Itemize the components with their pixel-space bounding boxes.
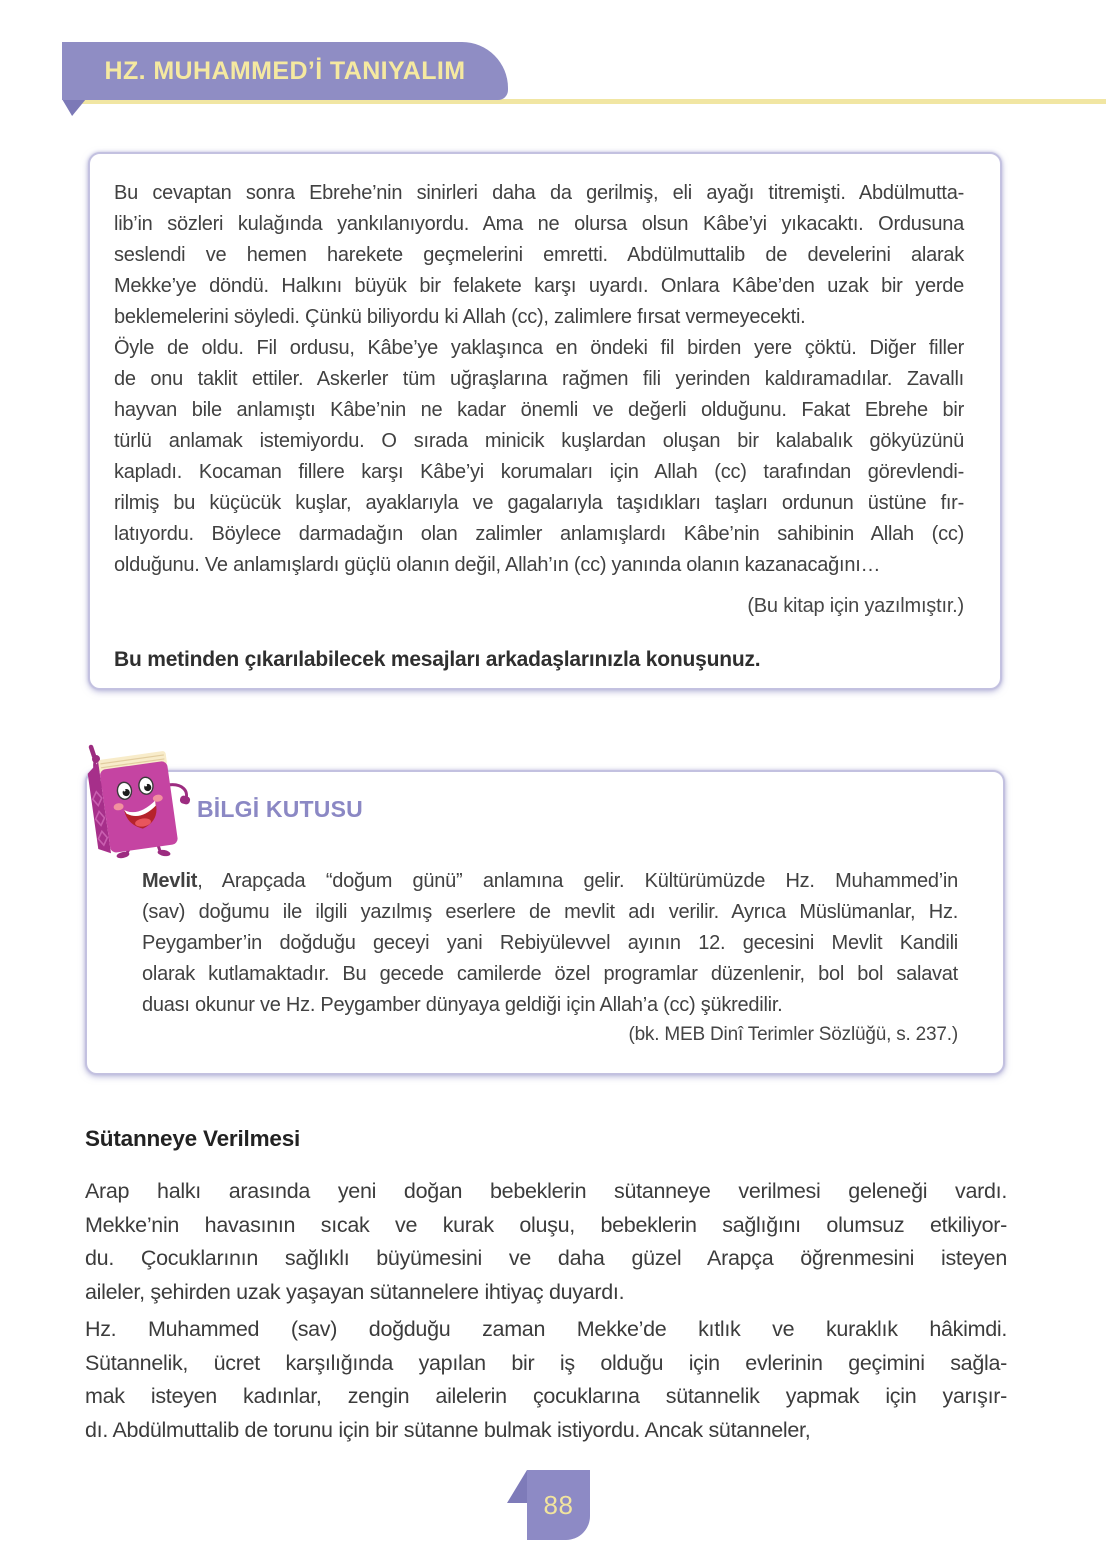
text-line: Peygamber’in doğduğu geceyi yani Rebiyülevvel ayının 12. gecesini Mevlit Kandili [142,932,958,954]
story-instruction: Bu metinden çıkarılabilecek mesajları arkadaşlarınızla konuşunuz. [114,648,761,671]
page-number: 88 [543,1489,574,1520]
story-paragraph-2 [114,333,964,581]
section-heading: Sütanneye Verilmesi [85,1126,301,1151]
text-line: Arap halkı arasında yeni doğan bebeklerin sütanneye verilmesi geleneği vardı. [85,1179,1007,1203]
text-line: du. Çocuklarının sağlıklı büyümesini ve daha güzel Arapça öğrenmesini isteyen [85,1246,1007,1270]
text-line: de onu taklit ettiler. Askerler tüm uğraşlarına rağmen fili yerinden kaldıramadılar. Zavallı [114,368,964,390]
info-source-reference: (bk. MEB Dinî Terimler Sözlüğü, s. 237.) [628,1024,958,1045]
text-line: dı. Abdülmuttalib de torunu için bir sütanne bulmak istiyordu. Ancak sütanneler, [85,1417,811,1442]
chapter-title: HZ. MUHAMMED’İ TANIYALIM [104,56,466,85]
story-paragraph-1 [114,178,964,333]
text-line: rilmiş bu küçücük kuşlar, ayaklarıyla ve gagalarıyla taşıdıkları taşları ordunun üstüne fır- [114,492,964,514]
text-line: hayvan bile anlamıştı Kâbe’nin ne kadar önemli ve değerli olduğunu. Fakat Ebrehe bir [114,399,964,421]
section-paragraph-1 [85,1175,1007,1309]
text-line: lib’in sözleri kulağında yankılanıyordu. Ama ne olursa olsun Kâbe’yi yıkacaktı. Ordusuna [114,213,964,235]
text-line: aileler, şehirden uzak yaşayan sütannelere ihtiyaç duyardı. [85,1279,625,1304]
page-badge-fold [507,1470,527,1503]
info-paragraph [142,866,958,1021]
text-line: Hz. Muhammed (sav) doğduğu zaman Mekke’de kıtlık ve kuraklık hâkimdi. [85,1317,1007,1341]
text-line: türlü anlamak istemiyordu. O sırada minicik kuşlardan oluşan bir kalabalık gökyüzünü [114,430,964,452]
banner-fold [62,99,86,116]
section-paragraph-2 [85,1313,1007,1447]
text-line: kapladı. Kocaman fillere karşı Kâbe’yi korumaları için Allah (cc) tarafından görevlendi- [114,461,964,483]
text-line: latıyordu. Böylece darmadağın olan zalimler anlamışlardı Kâbe’nin sahibinin Allah (cc) [114,523,964,545]
chapter-banner [62,42,508,100]
text-line: olarak kutlamaktadır. Bu gecede camilerde özel programlar düzenlenir, bol bol salavat [142,963,958,985]
text-line: duası okunur ve Hz. Peygamber dünyaya geldiği için Allah’a (cc) şükredilir. [142,994,783,1016]
book-mascot-icon [78,731,200,859]
text-line: Sütannelik, ücret karşılığında yapılan bir iş olduğu için evlerinin geçimini sağla- [85,1350,1007,1375]
text-line: beklemelerini söyledi. Çünkü biliyordu ki Allah (cc), zalimlere fırsat vermeyecekti. [114,306,806,328]
text-line: (sav) doğumu ile ilgili yazılmış eserlere de mevlit adı verilir. Ayrıca Müslümanlar, Hz. [142,901,958,923]
story-attribution: (Bu kitap için yazılmıştır.) [747,595,964,617]
text-line: mak isteyen kadınlar, zengin ailelerin çocuklarına sütannelik yapmak için yarışır- [85,1384,1007,1408]
info-paragraph-first-line [142,866,958,897]
info-lead-term: Mevlit [142,870,198,892]
text-line: seslendi ve hemen harekete geçmelerini emretti. Abdülmuttalib de develerini alarak [114,244,964,266]
page-number-badge [527,1470,590,1540]
text-line: Mekke’nin havasının sıcak ve kurak oluşu, bebeklerin sağlığını olumsuz etkiliyor- [85,1212,1007,1237]
info-box [85,770,1005,1075]
story-box [88,152,1002,690]
info-box-title: BİLGİ KUTUSU [197,796,363,822]
info-lead-rest: , Arapçada “doğum günü” anlamına gelir. Kültürümüzde Hz. Muhammed’in [197,870,958,892]
text-line: Bu cevaptan sonra Ebrehe’nin sinirleri daha da gerilmiş, eli ayağı titremişti. Abdülmutta- [114,182,964,204]
text-line: olduğunu. Ve anlamışlardı güçlü olanın değil, Allah’ın (cc) yanında olanın kazanacağını… [114,554,881,576]
info-paragraph-rest [142,897,958,1021]
text-line: Öyle de oldu. Fil ordusu, Kâbe’ye yaklaşınca en öndeki fil birden yere çöktü. Diğer filler [114,337,964,359]
text-line: Mekke’ye döndü. Halkını büyük bir felakete karşı uyardı. Onlara Kâbe’den uzak bir yerde [114,275,964,297]
